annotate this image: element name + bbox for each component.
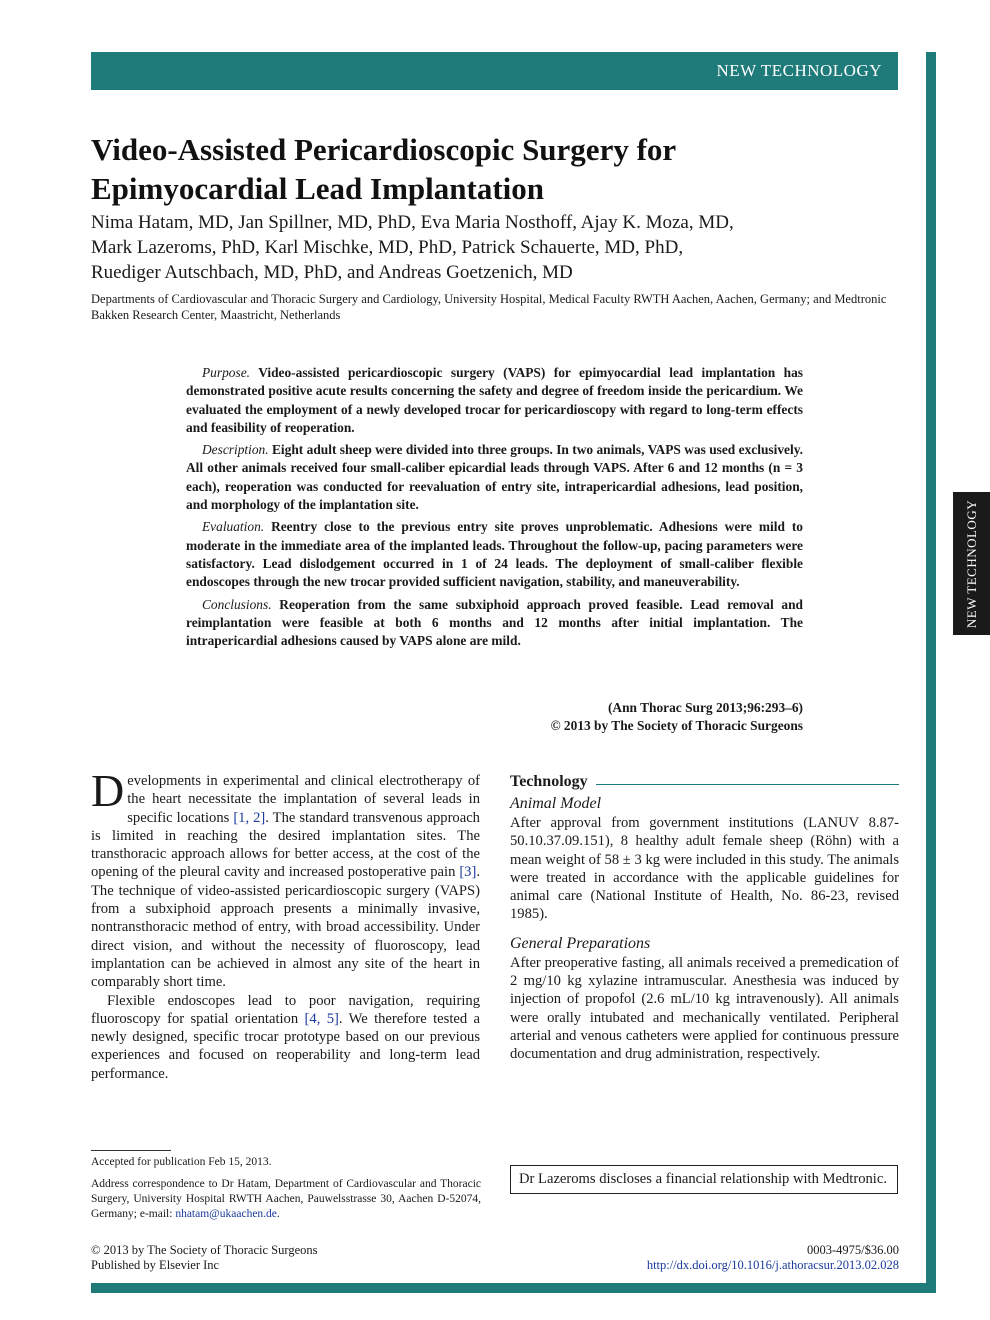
page-border-bottom — [91, 1283, 936, 1293]
abstract-evaluation — [186, 518, 803, 591]
section-header-bar — [91, 52, 898, 90]
title-line-1: Video-Assisted Pericardioscopic Surgery for — [91, 132, 677, 167]
purpose-text: Video-assisted pericardioscopic surgery (VAPS) for epimyocardial lead implantation has demonstrated positive acute results concerning the safety and degree of freedom inside the pericardium. We evaluated the employment of a newly developed trocar for pericardioscopy with regard to long-term effects and feasibility of reoperation. — [186, 365, 803, 435]
footer-publisher: Published by Elsevier Inc — [91, 1258, 220, 1272]
animal-model-text: After approval from government institutions (LANUV 8.87-50.10.37.09.151), 8 healthy adult female sheep (Röhn) with a mean weight of 58 ± 3 kg were included in this study. The animals were treated in accordance with the applicable guidelines for animal care (National Institute of Health, No. 86-23, revised 1985). — [510, 815, 899, 923]
reference-link[interactable]: [3] — [459, 864, 477, 881]
correspondence-end: . — [276, 1208, 280, 1220]
author-list — [91, 210, 891, 285]
authors-line-3: Ruediger Autschbach, MD, PhD, and Andreas Goetzenich, MD — [91, 262, 573, 283]
title-line-2: Epimyocardial Lead Implantation — [91, 171, 544, 206]
technology-heading-text: Technology — [510, 772, 588, 790]
authors-line-1: Nima Hatam, MD, Jan Spillner, MD, PhD, Eva Maria Nosthoff, Ajay K. Moza, MD, — [91, 212, 734, 233]
technology-heading — [510, 772, 899, 792]
footer-copyright: © 2013 by The Society of Thoracic Surgeons — [91, 1243, 318, 1257]
purpose-label: Purpose. — [202, 365, 250, 380]
description-text: Eight adult sheep were divided into three groups. In two animals, VAPS was used exclusively. All other animals received four small-caliber epicardial leads through VAPS. After 6 and 12 months (n = 3 each), reoperation was conducted for reevaluation of entry site, intrapericardial adhesions, lead position, and morphology of the implantation site. — [186, 442, 803, 513]
citation-text: (Ann Thorac Surg 2013;96:293–6) — [607, 700, 803, 715]
authors-line-2: Mark Lazeroms, PhD, Karl Mischke, MD, PhD, Patrick Schauerte, MD, PhD, — [91, 237, 684, 258]
correspondence-note — [91, 1177, 481, 1222]
heading-rule — [596, 784, 899, 785]
evaluation-text: Reentry close to the previous entry site proves unproblematic. Adhesions were mild to moderate in the immediate area of the implanted leads. Throughout the follow-up, pacing parameters were satisfactory. Lead dislodgement occurred in 1 of 24 leads. The deployment of small-caliber flexible endoscopes through the new trocar provided sufficient navigation, stability, and maneuverability. — [186, 519, 803, 590]
abstract-description — [186, 441, 803, 514]
intro-text-b: . The standard transvenous approach is limited in reaching the desired implantation sites. The transthoracic approach allows for better access, at the cost of the opening of the pleural cavity and increased postoperative pain — [91, 809, 480, 881]
footnote-divider — [91, 1150, 171, 1151]
footer-left — [91, 1243, 491, 1273]
intro-p2-text-a: Flexible endoscopes lead to poor navigation, requiring fluoroscopy for spatial orientation — [91, 992, 480, 1027]
abstract-purpose — [186, 364, 803, 437]
intro-paragraph-2 — [91, 992, 480, 1083]
evaluation-label: Evaluation. — [202, 519, 265, 535]
accepted-date: Accepted for publication Feb 15, 2013. — [91, 1156, 272, 1168]
conclusions-label: Conclusions. — [202, 596, 272, 612]
footer-right — [560, 1243, 899, 1273]
article-title — [91, 130, 891, 208]
reference-link[interactable]: [4, 5] — [304, 1010, 339, 1027]
affiliation: Departments of Cardiovascular and Thoracic Surgery and Cardiology, University Hospital, Medical Faculty RWTH Aachen, Aachen, Germany; and Medtronic Bakken Research Center, Maastricht, Netherlands — [91, 292, 887, 322]
intro-text-c: . The technique of video-assisted pericardioscopic surgery (VAPS) from a subxiphoid approach presents a minimally invasive, nontransthoracic method of entry, with broad accessibility. Under direct vision, and without the necessity of fluoroscopy, lead implantation can be achieved in almost any site of the heart in comparably short time. — [91, 864, 480, 991]
animal-model-heading: Animal Model — [510, 795, 602, 812]
body-right-column — [510, 772, 899, 1064]
email-link[interactable]: nhatam@ukaachen.de — [175, 1208, 277, 1220]
abstract-copyright: © 2013 by The Society of Thoracic Surgeons — [550, 718, 803, 734]
footer-issn: 0003-4975/$36.00 — [806, 1243, 899, 1257]
side-section-tab — [953, 492, 990, 635]
doi-link[interactable]: http://dx.doi.org/10.1016/j.athoracsur.2013.02.028 — [646, 1258, 899, 1272]
description-label: Description. — [202, 442, 269, 458]
intro-p2-text-b: . We therefore tested a newly designed, specific trocar prototype based on our previous experiences and focused on reoperability and long-term lead performance. — [91, 1010, 480, 1082]
conclusions-text: Reoperation from the same subxiphoid approach proved feasible. Lead removal and reimplantation were feasible at both 6 months and 12 months after initial implantation. The intrapericardial adhesions caused by VAPS alone are mild. — [186, 596, 804, 649]
body-left-column — [91, 765, 480, 1083]
side-tab-label: NEW TECHNOLOGY — [963, 499, 979, 628]
reference-link[interactable]: [1, 2] — [233, 809, 266, 826]
section-label: NEW TECHNOLOGY — [716, 61, 882, 80]
general-preparations-text: After preoperative fasting, all animals received a premedication of 2 mg/10 kg xylazine intramuscular. Anesthesia was induced by injection of propofol (2.6 mL/10 kg intravenously). All animals were orally intubated and mechanically ventilated. Peripheral arterial and venous catheters were applied for continuous pressure documentation and drug administration, respectively. — [510, 954, 899, 1063]
general-preparations-heading: General Preparations — [510, 934, 651, 952]
correspondence-text: Address correspondence to Dr Hatam, Department of Cardiovascular and Thoracic Surgery, University Hospital RWTH Aachen, Pauwelsstrasse 30, Aachen D-52074, Germany; e-mail: — [91, 1178, 481, 1220]
disclosure-box: Dr Lazeroms discloses a financial relationship with Medtronic. — [510, 1165, 898, 1194]
drop-cap: D — [91, 765, 125, 816]
journal-citation — [186, 699, 803, 736]
abstract-conclusions — [186, 596, 803, 651]
intro-text-a: evelopments in experimental and clinical electrotherapy of the heart necessitate the implantation of several leads in specific locations — [127, 773, 480, 826]
abstract — [186, 364, 803, 654]
intro-paragraph-1 — [91, 765, 480, 992]
page-border-right — [926, 52, 936, 1292]
